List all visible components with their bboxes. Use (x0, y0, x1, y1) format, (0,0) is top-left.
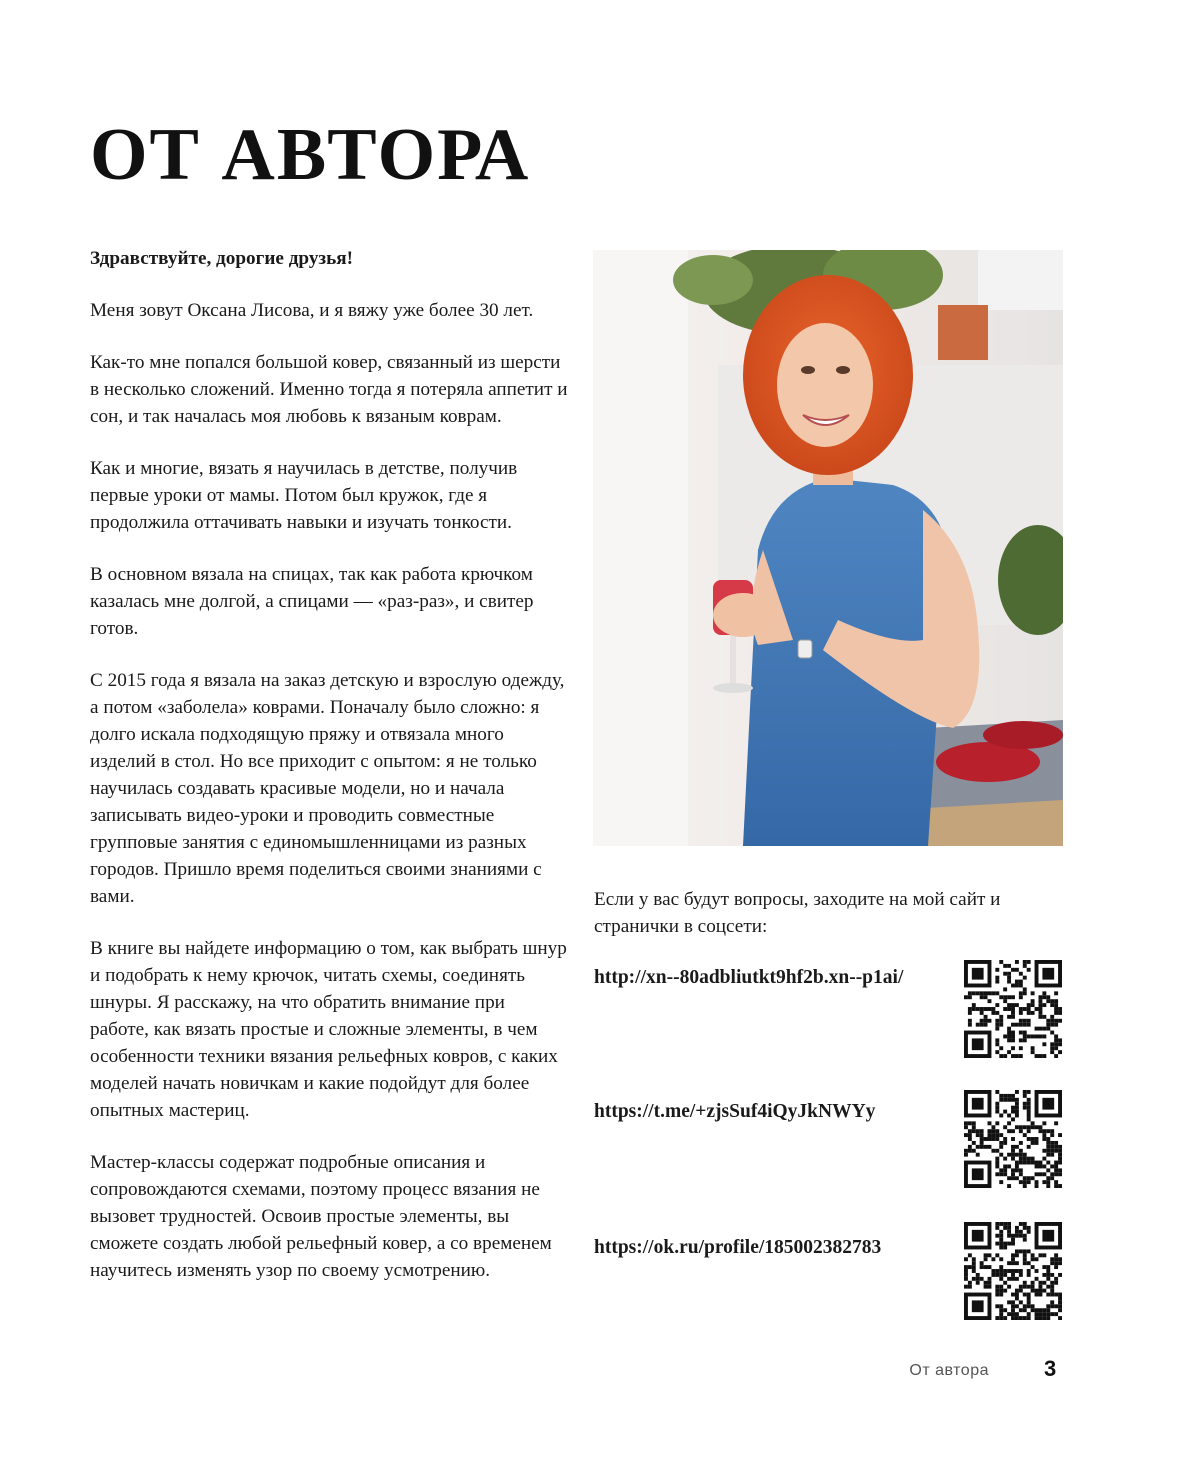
author-intro-text (90, 245, 568, 1309)
paragraph-3: Как и многие, вязать я научилась в детстве, получив первые уроки от мамы. Потом был кружок, где я продолжила оттачивать навыки и изучать тонкости. (90, 458, 518, 533)
footer-section-label: От автора (909, 1362, 989, 1379)
author-photo (593, 250, 1063, 846)
page-number: 3 (1044, 1356, 1057, 1381)
paragraph-5: С 2015 года я вязала на заказ детскую и взрослую одежду, а потом «заболела» коврами. Поначалу было сложно: я долго искала подходящую пряжу и отвязала много изделий в стол. Но все приходит с опытом: я не только научилась создавать красивые модели, но и начала записывать видео-уроки и проводить совместные групповые занятия с единомышленницами из разных городов. Пришло время поделиться своими знаниями с вами. (90, 670, 565, 907)
qr-code-icon (964, 1222, 1062, 1320)
ok-link[interactable]: https://ok.ru/profile/185002382783 (594, 1237, 882, 1258)
greeting: Здравствуйте, дорогие друзья! (90, 248, 354, 269)
qr-code-icon (964, 960, 1062, 1058)
paragraph-7: Мастер-классы содержат подробные описания и сопровождаются схемами, поэтому процесс вязания не вызовет трудностей. Освоив простые элементы, вы сможете создать любой рельефный ковер, а со временем научитесь изменять узор по своему усмотрению. (90, 1152, 552, 1281)
page-title: ОТ АВТОРА (90, 114, 531, 196)
paragraph-4: В основном вязала на спицах, так как работа крючком казалась мне долгой, а спицами — «раз-раз», и свитер готов. (90, 564, 534, 639)
paragraph-1: Меня зовут Оксана Лисова, и я вяжу уже более 30 лет. (90, 300, 534, 321)
contact-intro: Если у вас будут вопросы, заходите на мой сайт и странички в соцсети: (594, 889, 1001, 937)
website-link[interactable]: http://xn--80adbliutkt9hf2b.xn--p1ai/ (594, 967, 904, 988)
telegram-link[interactable]: https://t.me/+zjsSuf4iQyJkNWYy (594, 1101, 876, 1122)
paragraph-2: Как-то мне попался большой ковер, связанный из шерсти в несколько сложений. Именно тогда я потеряла аппетит и сон, и так началась моя любовь к вязаным коврам. (90, 352, 568, 427)
paragraph-6: В книге вы найдете информацию о том, как выбрать шнур и подобрать к нему крючок, читать схемы, соединять шнуры. Я расскажу, на что обратить внимание при работе, как вязать простые и сложные элементы, в чем особенности техники вязания рельефных ковров, с каких моделей начать новичкам и какие подойдут для более опытных мастериц. (90, 938, 567, 1121)
qr-code-icon (964, 1090, 1062, 1188)
